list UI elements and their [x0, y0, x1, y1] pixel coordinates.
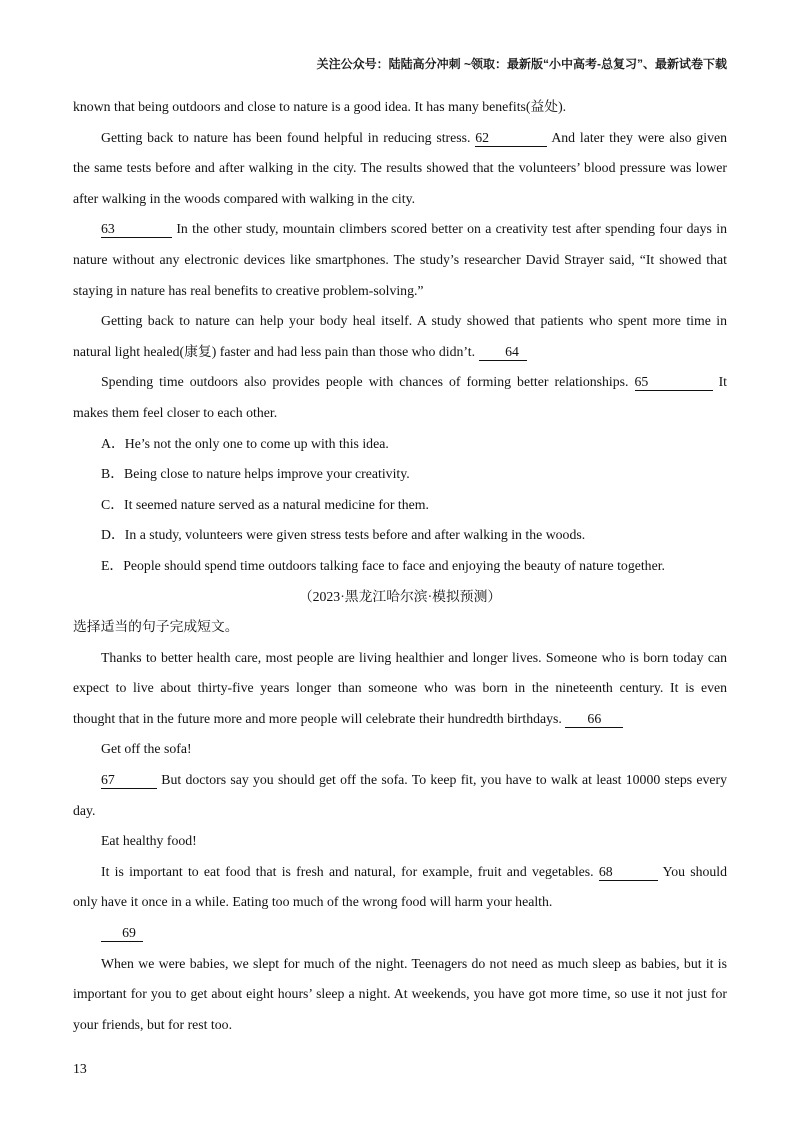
- text-line: When we were babies, we slept for much of the night. Teenagers do not need as much sleep as babies, but it is: [101, 955, 727, 971]
- text-line: day.: [73, 802, 96, 818]
- text-line: expect to live about thirty-five years longer than someone who was born in the nineteenth century. It is even: [73, 680, 727, 696]
- option-b: [73, 459, 727, 490]
- option-letter: B．: [101, 466, 124, 482]
- page-number: 13: [73, 1061, 87, 1076]
- text-line: Thanks to better health care, most people are living healthier and longer lives. Someone who is born today can: [101, 649, 727, 665]
- line-text: natural light healed(康复) faster and had less pain than those who didn’t.: [73, 343, 476, 359]
- text-line: known that being outdoors and close to nature is a good idea. It has many benefits(益处).: [73, 99, 567, 114]
- line-text: And later they were also given: [551, 129, 728, 145]
- text-line: [73, 214, 727, 245]
- line-text: Spending time outdoors also provides people with chances of forming better relationships.: [101, 374, 629, 390]
- answer-blank-66: 66: [565, 711, 623, 728]
- text-line: [73, 123, 727, 154]
- answer-blank-67: 67: [101, 772, 157, 789]
- text-line: [73, 337, 727, 368]
- answer-blank-62: 62: [475, 130, 547, 147]
- text-line: [73, 704, 727, 735]
- option-e: [73, 551, 727, 582]
- answer-blank-63: 63: [101, 221, 172, 238]
- text-line: Getting back to nature can help your body heal itself. A study showed that patients who spent more time in: [101, 313, 727, 329]
- line-text: It is important to eat food that is fresh and natural, for example, fruit and vegetables.: [101, 863, 594, 879]
- option-letter: A．: [101, 435, 125, 451]
- option-text: People should spend time outdoors talking face to face and enjoying the beauty of nature together.: [123, 557, 665, 573]
- option-letter: E．: [101, 557, 124, 573]
- answer-blank-65: 65: [635, 374, 713, 391]
- answer-blank-64: 64: [479, 344, 527, 361]
- line-text: But doctors say you should get off the sofa. To keep fit, you have to walk at least 10000 steps every: [161, 772, 727, 788]
- option-text: It seemed nature served as a natural medicine for them.: [124, 496, 429, 512]
- text-line: [73, 367, 727, 398]
- text-line: after walking in the woods compared with walking in the city.: [73, 190, 416, 206]
- text-line: staying in nature has real benefits to creative problem-solving.”: [73, 282, 424, 298]
- option-letter: D．: [101, 527, 125, 543]
- option-text: In a study, volunteers were given stress tests before and after walking in the woods.: [124, 527, 586, 543]
- line-text: thought that in the future more and more people will celebrate their hundredth birthdays.: [73, 710, 562, 726]
- text-line: [73, 765, 727, 796]
- page-body: [73, 92, 727, 1040]
- text-line: your friends, but for rest too.: [73, 1016, 233, 1032]
- option-letter: C．: [101, 496, 124, 512]
- line-text: In the other study, mountain climbers scored better on a creativity test after spending four days in: [176, 221, 727, 237]
- question-source: （2023·黑龙江哈尔滨·模拟预测）: [298, 588, 502, 604]
- option-text: Being close to nature helps improve your creativity.: [124, 466, 410, 482]
- instruction: 选择适当的句子完成短文。: [73, 619, 239, 635]
- answer-blank-69: 69: [101, 925, 143, 942]
- text-line: makes them feel closer to each other.: [73, 404, 278, 420]
- option-d: [73, 520, 727, 551]
- section-heading: [73, 918, 727, 949]
- header-notice: 关注公众号：陆陆高分冲刺 ~领取：最新版“小中高考-总复习”、最新试卷下载: [316, 57, 727, 71]
- text-line: only have it once in a while. Eating too much of the wrong food will harm your health.: [73, 894, 553, 910]
- section-heading: Get off the sofa!: [101, 741, 192, 757]
- line-text: You should: [662, 863, 728, 879]
- text-line: important for you to get about eight hours’ sleep a night. At weekends, you have got more time, so use it not just for: [73, 986, 727, 1002]
- option-text: He’s not the only one to come up with this idea.: [124, 435, 389, 451]
- option-c: [73, 490, 727, 521]
- answer-blank-68: 68: [599, 864, 658, 881]
- line-text: It: [718, 374, 727, 390]
- text-line: the same tests before and after walking in the city. The results showed that the volunteers’ blood pressure was lower: [73, 160, 727, 176]
- text-line: nature without any electronic devices like smartphones. The study’s researcher David Strayer said, “It showed that: [73, 251, 727, 267]
- text-line: [73, 857, 727, 888]
- line-text: Getting back to nature has been found helpful in reducing stress.: [101, 129, 471, 145]
- section-heading: Eat healthy food!: [101, 833, 197, 849]
- option-a: [73, 429, 727, 460]
